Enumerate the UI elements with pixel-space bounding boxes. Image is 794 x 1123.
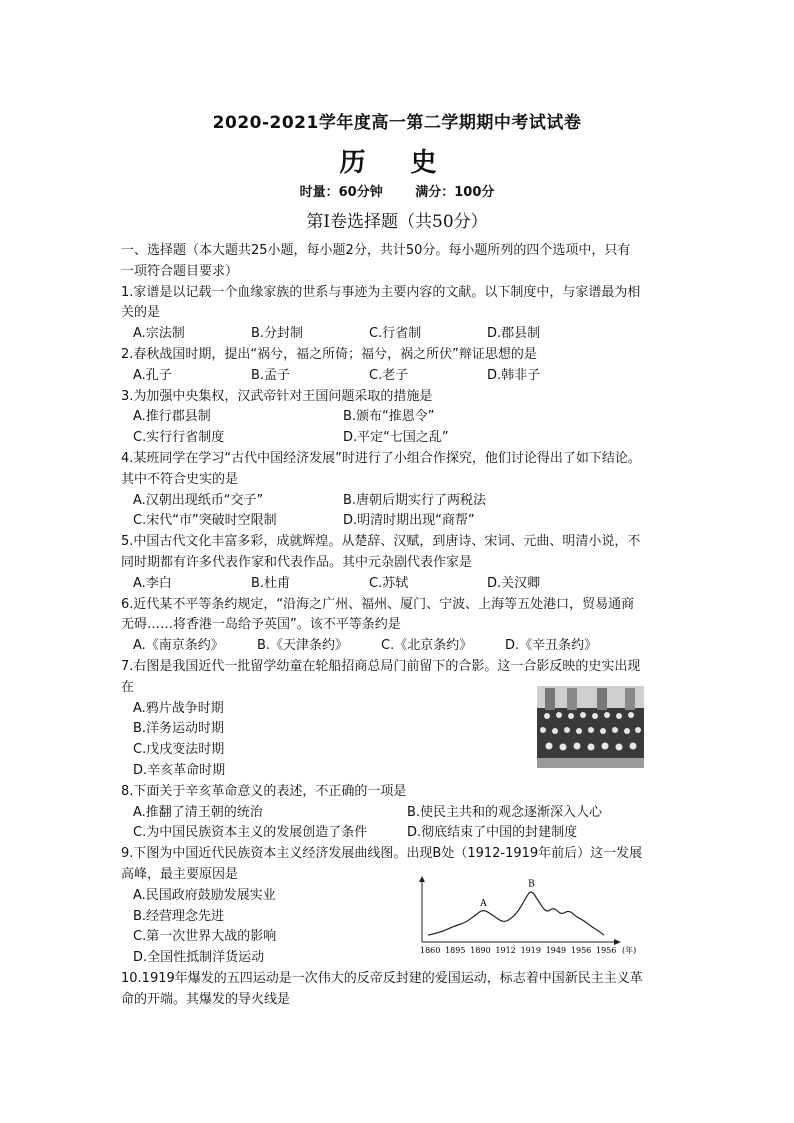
option-row <box>121 574 681 595</box>
time-limit: 时量：60分钟 <box>299 185 383 200</box>
y-axis-arrow <box>419 876 425 882</box>
option-row <box>121 324 681 345</box>
option-a[interactable]: A.鸦片战争时期 <box>133 700 224 716</box>
x-tick-label: 1956 <box>596 946 617 955</box>
question-stem: 命的开端。其爆发的导火线是 <box>121 991 291 1007</box>
question-stem: 6.近代某不平等条约规定，“沿海之广州、福州、厦门、宁波、上海等五处港口，贸易通商 <box>121 596 635 612</box>
option-b[interactable]: B.使民主共和的观念逐渐深入人心 <box>407 804 603 820</box>
point-label-b: B <box>528 879 535 890</box>
instructions-line: 一项符合题目要求） <box>121 263 239 279</box>
section-title: 第Ⅰ卷选择题（共50分） <box>306 212 488 232</box>
x-axis-unit: (年) <box>622 946 637 955</box>
option-b[interactable]: B.杜甫 <box>251 575 291 591</box>
x-tick-label: 1895 <box>445 946 466 955</box>
question-stem: 同时期都有许多代表作家和代表作品。其中元杂剧代表作家是 <box>121 554 473 570</box>
x-tick-label: 1949 <box>545 946 567 955</box>
exam-meta <box>0 181 794 200</box>
option-b[interactable]: B.孟子 <box>251 367 291 383</box>
option-a[interactable]: A.孔子 <box>133 367 172 383</box>
x-tick-labels <box>420 946 616 955</box>
option-row <box>121 366 681 387</box>
question-stem: 关的是 <box>121 305 161 321</box>
full-score: 满分：100分 <box>415 185 495 200</box>
question-stem: 3.为加强中央集权，汉武帝针对王国问题采取的措施是 <box>121 388 433 404</box>
option-d[interactable]: D.全国性抵制洋货运动 <box>133 950 265 966</box>
group-photo <box>537 686 644 768</box>
option-d[interactable]: D.平定“七国之乱” <box>343 430 449 446</box>
question-stem: 1.家谱是以记载一个血缘家族的世系与事迹为主要内容的文献。以下制度中，与家谱最为相 <box>121 284 641 300</box>
x-tick-label: 1956 <box>570 946 592 955</box>
x-tick-label: 1919 <box>520 946 541 955</box>
series-line <box>428 892 604 935</box>
option-b[interactable]: B.唐朝后期实行了两税法 <box>343 492 487 508</box>
option-a[interactable]: A.《南京条约》 <box>133 638 224 654</box>
group-photo-image <box>537 686 644 768</box>
question-stem: 无碍……将香港一岛给予英国”。该不平等条约是 <box>121 617 401 633</box>
question-stem: 其中不符合史实的是 <box>121 471 239 487</box>
option-row <box>121 803 681 824</box>
x-tick-label: 1890 <box>470 946 491 955</box>
question-stem: 7.右图是我国近代一批留学幼童在轮船招商总局门前留下的合影。这一合影反映的史实出现 <box>121 658 641 674</box>
option-a[interactable]: A.李白 <box>133 575 172 591</box>
option-a[interactable]: A.推翻了清王朝的统治 <box>133 804 263 820</box>
option-c[interactable]: C.《北京条约》 <box>381 638 473 654</box>
option-b[interactable]: B.《天津条约》 <box>257 638 349 654</box>
option-b[interactable]: B.经营理念先进 <box>133 908 225 924</box>
option-a[interactable]: A.推行郡县制 <box>133 409 211 425</box>
option-row <box>121 428 681 449</box>
x-axis-arrow <box>614 939 621 945</box>
option-c[interactable]: C.实行行省制度 <box>133 430 225 446</box>
option-c[interactable]: C.戊戌变法时期 <box>133 742 225 758</box>
question-stem: 在 <box>121 679 135 695</box>
question-stem: 4.某班同学在学习“古代中国经济发展”时进行了小组合作探究，他们讨论得出了如下结论。 <box>121 450 641 466</box>
option-d[interactable]: D.韩非子 <box>487 367 541 383</box>
option-c[interactable]: C.宋代“市”突破时空限制 <box>133 513 277 529</box>
option-d[interactable]: D.彻底结束了中国的封建制度 <box>407 825 578 841</box>
point-label-a: A <box>480 899 487 910</box>
option-c[interactable]: C.苏轼 <box>369 575 409 591</box>
option-row <box>121 491 681 512</box>
option-b[interactable]: B.分封制 <box>251 326 304 342</box>
option-c[interactable]: C.为中国民族资本主义的发展创造了条件 <box>133 825 368 841</box>
question-stem: 5.中国古代文化丰富多彩，成就辉煌。从楚辞、汉赋，到唐诗、宋词、元曲、明清小说，不 <box>121 534 641 550</box>
subject-title: 历 史 <box>339 148 455 178</box>
option-row <box>121 407 681 428</box>
option-d[interactable]: D.辛亥革命时期 <box>133 762 226 778</box>
question-stem: 10.1919年爆发的五四运动是一次伟大的反帝反封建的爱国运动，标志着中国新民主主义革 <box>121 970 643 986</box>
option-row <box>121 511 681 532</box>
option-c[interactable]: C.老子 <box>369 367 409 383</box>
economy-line-chart <box>418 876 648 956</box>
option-row <box>121 636 681 657</box>
question-stem: 高峰，最主要原因是 <box>121 866 239 882</box>
option-b[interactable]: B.颁布“推恩令” <box>343 409 435 425</box>
question-stem: 2.春秋战国时期，提出“祸兮，福之所倚；福兮，祸之所伏”辩证思想的是 <box>121 346 537 362</box>
exam-title: 2020-2021学年度高一第二学期期中考试试卷 <box>212 113 582 133</box>
option-d[interactable]: D.关汉卿 <box>487 575 541 591</box>
option-b[interactable]: B.洋务运动时期 <box>133 721 225 737</box>
option-a[interactable]: A.汉朝出现纸币“交子” <box>133 492 264 508</box>
question-stem: 8.下面关于辛亥革命意义的表述，不正确的一项是 <box>121 783 407 799</box>
x-tick-label: 1860 <box>420 946 441 955</box>
x-tick-label: 1912 <box>495 946 516 955</box>
option-a[interactable]: A.民国政府鼓励发展实业 <box>133 887 276 903</box>
option-d[interactable]: D.明清时期出现“商帮” <box>343 513 475 529</box>
option-a[interactable]: A.宗法制 <box>133 326 185 342</box>
option-c[interactable]: C.行省制 <box>369 326 422 342</box>
option-c[interactable]: C.第一次世界大战的影响 <box>133 929 277 945</box>
question-stem: 9.下图为中国近代民族资本主义经济发展曲线图。出现B处（1912-1919年前后）这一发展 <box>121 846 643 862</box>
option-d[interactable]: D.郡县制 <box>487 326 541 342</box>
instructions-line: 一、选择题（本大题共25小题，每小题2分，共计50分。每小题所列的四个选项中，只有 <box>121 243 631 258</box>
option-d[interactable]: D.《辛丑条约》 <box>505 638 598 654</box>
option-row <box>121 823 681 844</box>
